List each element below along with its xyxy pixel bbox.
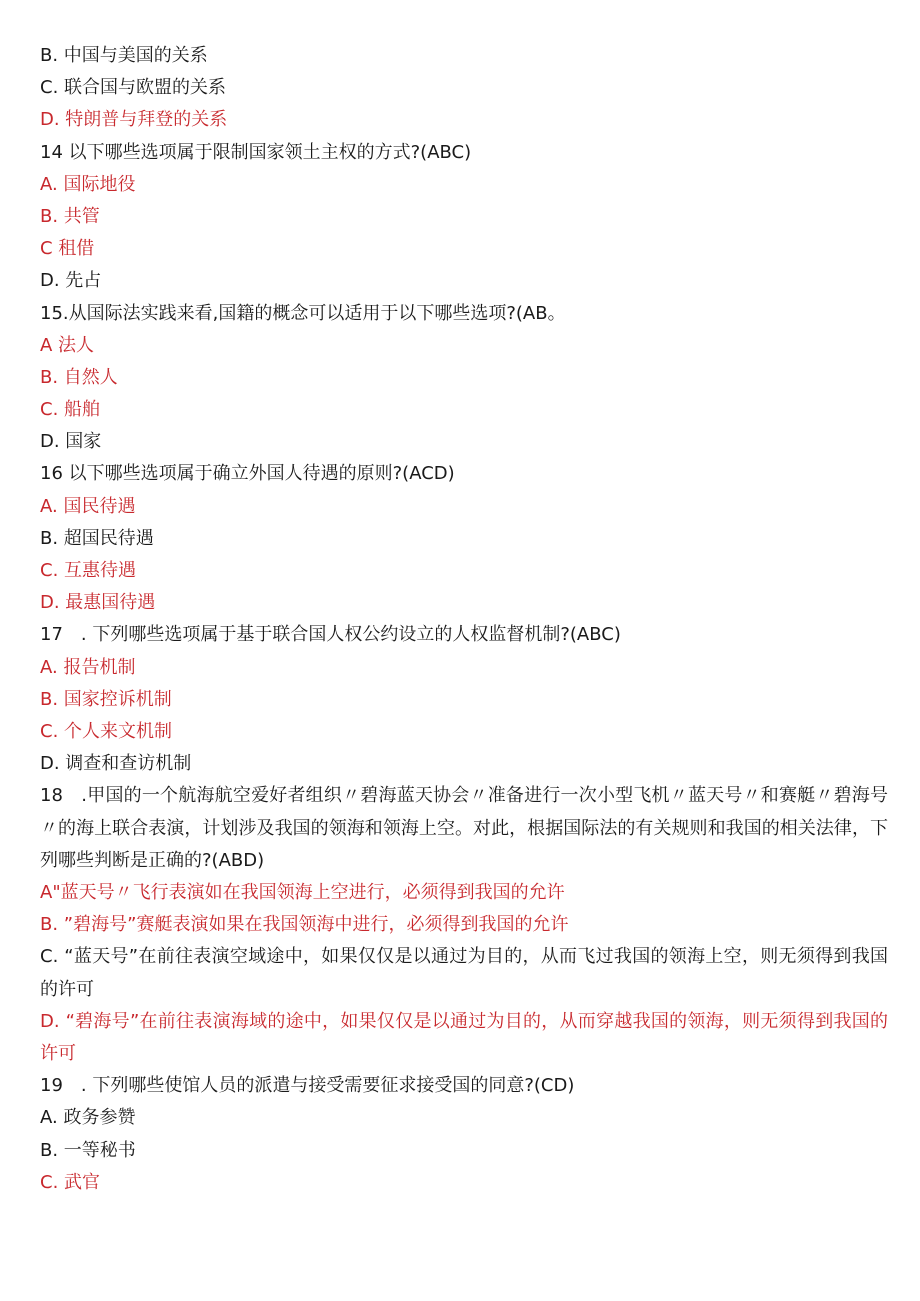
text-paragraph-3: C. “蓝天号”在前往表演空域途中，如果仅仅是以通过为目的，从而飞过我国的领海上空，则无须得到我国的许可: [40, 946, 888, 1000]
text-line-6: C 租借: [40, 238, 95, 260]
text-line-13: 16 以下哪些选项属于确立外国人待遇的原则?(ACD): [40, 463, 455, 485]
text-line-18: 17 . 下列哪些选项属于基于联合国人权公约设立的人权监督机制?(ABC): [40, 624, 621, 646]
text-paragraph-2: B. ”碧海号”赛艇表演如果在我国领海中进行，必须得到我国的允许: [40, 914, 569, 936]
text-line-7: D. 先占: [40, 270, 102, 292]
text-line-11: C. 船舶: [40, 399, 101, 421]
text-line-12: D. 国家: [40, 431, 102, 453]
text-line-1: C. 联合国与欧盟的关系: [40, 77, 227, 99]
text-line-20: B. 国家控诉机制: [40, 688, 172, 710]
question-list-bottom: [40, 1070, 888, 1199]
text-line-8: 15.从国际法实践来看,国籍的概念可以适用于以下哪些选项?(AB。: [40, 302, 566, 324]
text-line-10: B. 自然人: [40, 366, 118, 388]
text-line-bottom-2: B. 一等秘书: [40, 1139, 136, 1161]
text-line-3: 14 以下哪些选项属于限制国家领土主权的方式?(ABC): [40, 141, 472, 163]
text-line-0: B. 中国与美国的关系: [40, 45, 208, 66]
text-line-4: A. 国际地役: [40, 173, 136, 195]
document-page: [40, 40, 888, 1199]
text-paragraph-0: 18 .甲国的一个航海航空爱好者组织〃碧海蓝天协会〃准备进行一次小型飞机〃蓝天号〃和赛艇〃碧海号〃的海上联合表演，计划涉及我国的领海和领海上空。对此，根据国际法的有关规则和我国的相关法律，下列哪些判断是正确的?(ABD): [40, 785, 888, 871]
text-line-bottom-3: C. 武官: [40, 1171, 101, 1193]
text-line-15: B. 超国民待遇: [40, 527, 154, 549]
text-paragraph-4: D. “碧海号”在前往表演海域的途中，如果仅仅是以通过为目的，从而穿越我国的领海，则无须得到我国的许可: [40, 1010, 888, 1064]
question-list-top: [40, 40, 888, 780]
text-line-bottom-0: 19 . 下列哪些使馆人员的派遣与接受需要征求接受国的同意?(CD): [40, 1075, 575, 1097]
text-line-14: A. 国民待遇: [40, 495, 136, 517]
text-line-19: A. 报告机制: [40, 656, 136, 678]
text-line-bottom-1: A. 政务参赞: [40, 1107, 136, 1129]
question-18-block: [40, 780, 888, 1070]
text-line-2: D. 特朗普与拜登的关系: [40, 109, 228, 131]
text-line-5: B. 共管: [40, 205, 100, 227]
text-line-9: A 法人: [40, 334, 95, 356]
text-line-21: C. 个人来文机制: [40, 720, 173, 742]
text-paragraph-1: A"蓝天号〃飞行表演如在我国领海上空进行，必须得到我国的允许: [40, 881, 565, 903]
text-line-16: C. 互惠待遇: [40, 560, 137, 581]
text-line-22: D. 调查和查访机制: [40, 753, 192, 775]
text-line-17: D. 最惠国待遇: [40, 592, 156, 614]
